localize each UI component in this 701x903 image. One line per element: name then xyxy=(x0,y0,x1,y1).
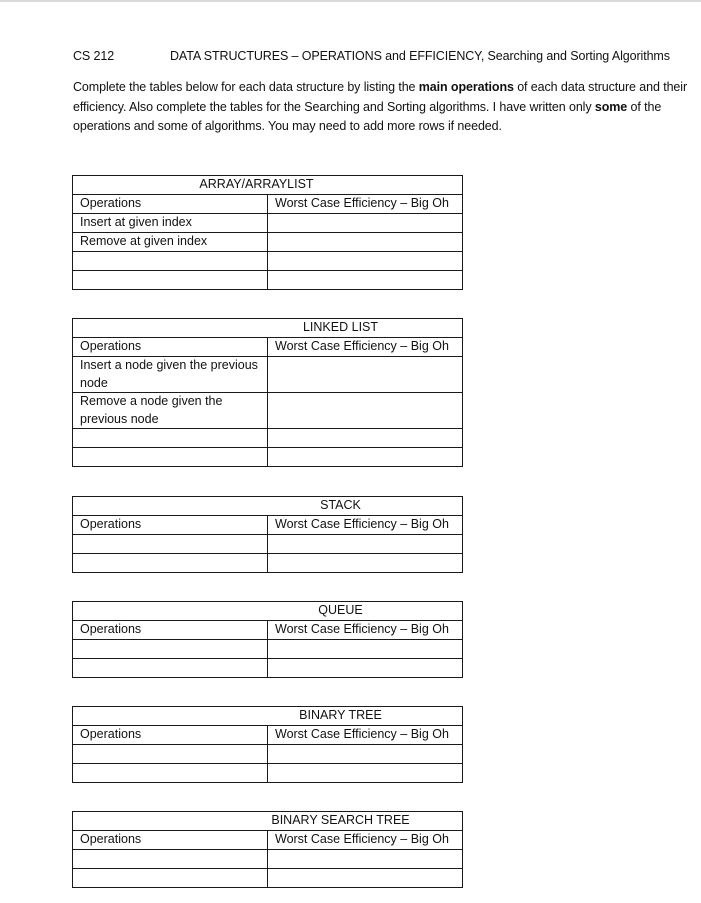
operation-cell[interactable]: Insert a node given the previous node xyxy=(73,357,268,393)
instructions-bold-some: some xyxy=(594,99,628,114)
table-row xyxy=(73,429,463,448)
operation-cell[interactable] xyxy=(73,869,268,888)
table-row xyxy=(73,659,463,678)
table-row xyxy=(73,869,463,888)
table-row xyxy=(73,357,463,393)
operation-cell[interactable] xyxy=(73,850,268,869)
table-row xyxy=(73,535,463,554)
table-title-cell xyxy=(73,707,463,726)
efficiency-header: Worst Case Efficiency – Big Oh xyxy=(268,516,463,535)
table-title: QUEUE xyxy=(318,603,363,617)
operation-cell[interactable] xyxy=(73,745,268,764)
efficiency-cell[interactable] xyxy=(268,448,463,467)
efficiency-header: Worst Case Efficiency – Big Oh xyxy=(268,621,463,640)
stack-table xyxy=(72,496,463,573)
operation-cell[interactable] xyxy=(73,271,268,290)
table-row xyxy=(73,764,463,783)
binary-tree-table xyxy=(72,706,463,783)
efficiency-cell[interactable] xyxy=(268,850,463,869)
table-row xyxy=(73,393,463,429)
table-title: BINARY TREE xyxy=(299,708,382,722)
instructions-paragraph xyxy=(73,78,698,137)
instructions-text-1: Complete the tables below for each data structure by listing the xyxy=(73,80,419,94)
operations-header: Operations xyxy=(73,516,268,535)
operation-cell[interactable]: Insert at given index xyxy=(73,214,268,233)
efficiency-cell[interactable] xyxy=(268,554,463,573)
efficiency-cell[interactable] xyxy=(268,357,463,393)
linked-list-table xyxy=(72,318,463,467)
efficiency-cell[interactable] xyxy=(268,640,463,659)
operation-cell[interactable] xyxy=(73,535,268,554)
efficiency-cell[interactable] xyxy=(268,429,463,448)
operation-cell[interactable] xyxy=(73,764,268,783)
operation-cell[interactable] xyxy=(73,448,268,467)
table-title: LINKED LIST xyxy=(302,320,379,334)
operation-cell[interactable] xyxy=(73,429,268,448)
table-row xyxy=(73,640,463,659)
table-row xyxy=(73,214,463,233)
table-title: STACK xyxy=(320,498,361,512)
table-title-cell xyxy=(73,497,463,516)
efficiency-header: Worst Case Efficiency – Big Oh xyxy=(268,338,463,357)
table-row xyxy=(73,448,463,467)
operations-header: Operations xyxy=(73,621,268,640)
instructions-text-2: of each data structure and their efficiency. Also complete the tables for the Searching and Sorting algorithms. I have written only xyxy=(73,80,688,114)
efficiency-header: Worst Case Efficiency – Big Oh xyxy=(268,195,463,214)
course-title: DATA STRUCTURES – OPERATIONS and EFFICIENCY, Searching and Sorting Algorithms xyxy=(170,49,670,63)
table-title-cell xyxy=(73,602,463,621)
efficiency-cell[interactable] xyxy=(268,233,463,252)
table-title-cell xyxy=(73,176,463,195)
table-title-cell xyxy=(73,319,463,338)
efficiency-cell[interactable] xyxy=(268,745,463,764)
course-code: CS 212 xyxy=(73,49,115,63)
operations-header: Operations xyxy=(73,338,268,357)
operation-cell[interactable] xyxy=(73,659,268,678)
queue-table xyxy=(72,601,463,678)
efficiency-header: Worst Case Efficiency – Big Oh xyxy=(268,831,463,850)
efficiency-cell[interactable] xyxy=(268,764,463,783)
operation-cell[interactable]: Remove at given index xyxy=(73,233,268,252)
instructions-bold-main-operations: main operations xyxy=(418,80,514,94)
efficiency-cell[interactable] xyxy=(268,869,463,888)
efficiency-header: Worst Case Efficiency – Big Oh xyxy=(268,726,463,745)
table-row xyxy=(73,252,463,271)
array-arraylist-table xyxy=(72,175,463,290)
table-row xyxy=(73,745,463,764)
table-row xyxy=(73,850,463,869)
efficiency-cell[interactable] xyxy=(268,252,463,271)
table-title: ARRAY/ARRAYLIST xyxy=(199,177,314,191)
efficiency-cell[interactable] xyxy=(268,535,463,554)
operation-cell[interactable]: Remove a node given the previous node xyxy=(73,393,268,429)
efficiency-cell[interactable] xyxy=(268,659,463,678)
operation-cell[interactable] xyxy=(73,554,268,573)
table-row xyxy=(73,554,463,573)
page-top-rule xyxy=(0,0,701,2)
instructions-text-3: of the operations and some of algorithms. You may need to add more rows if needed. xyxy=(73,99,662,133)
operations-header: Operations xyxy=(73,195,268,214)
table-title-cell xyxy=(73,812,463,831)
table-title: BINARY SEARCH TREE xyxy=(271,813,410,827)
table-row xyxy=(73,271,463,290)
operations-header: Operations xyxy=(73,726,268,745)
operation-cell[interactable] xyxy=(73,252,268,271)
operation-cell[interactable] xyxy=(73,640,268,659)
binary-search-tree-table xyxy=(72,811,463,888)
efficiency-cell[interactable] xyxy=(268,214,463,233)
efficiency-cell[interactable] xyxy=(268,271,463,290)
table-row xyxy=(73,233,463,252)
efficiency-cell[interactable] xyxy=(268,393,463,429)
operations-header: Operations xyxy=(73,831,268,850)
